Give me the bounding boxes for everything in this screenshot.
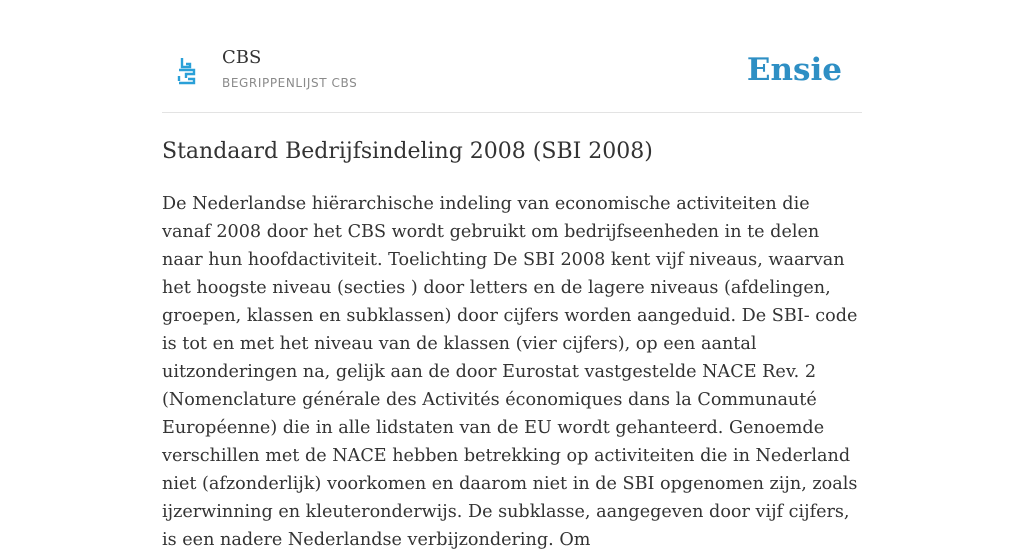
source-name[interactable]: CBS (222, 47, 262, 68)
source-header (162, 40, 862, 113)
source-subtitle: BEGRIPPENLIJST CBS (222, 76, 358, 90)
page-title: Standaard Bedrijfsindeling 2008 (SBI 2008) (162, 139, 653, 164)
definition-text: De Nederlandse hiërarchische indeling van economische activiteiten die vanaf 2008 door het CBS wordt gebruikt om bedrijfseenheden in te delen naar hun hoofdactiviteit. Toelichting De SBI 2008 kent vijf niveaus, waarvan het hoogste niveau (secties ) door letters en de lagere niveaus (afdelingen, groepen, klassen en subklassen) door cijfers worden aangeduid. De SBI- code is tot en met het niveau van de klassen (vier cijfers), op een aantal uitzonderingen na, gelijk aan de door Eurostat vastgestelde NACE Rev. 2 (Nomenclature générale des Activités économiques dans la Communauté Européenne) die in alle lidstaten van de EU wordt gehanteerd. Genoemde verschillen met de NACE hebben betrekking op activiteiten die in Nederland niet (afzonderlijk) voorkomen en daarom niet in de SBI opgenomen zijn, zoals ijzerwinning en kleuteronderwijs. De subklasse, aangegeven door vijf cijfers, is een nadere Nederlandse verbijzondering. Om (162, 194, 858, 550)
ensie-logo[interactable]: Ensie (746, 52, 842, 88)
cbs-logo-icon (176, 56, 198, 86)
